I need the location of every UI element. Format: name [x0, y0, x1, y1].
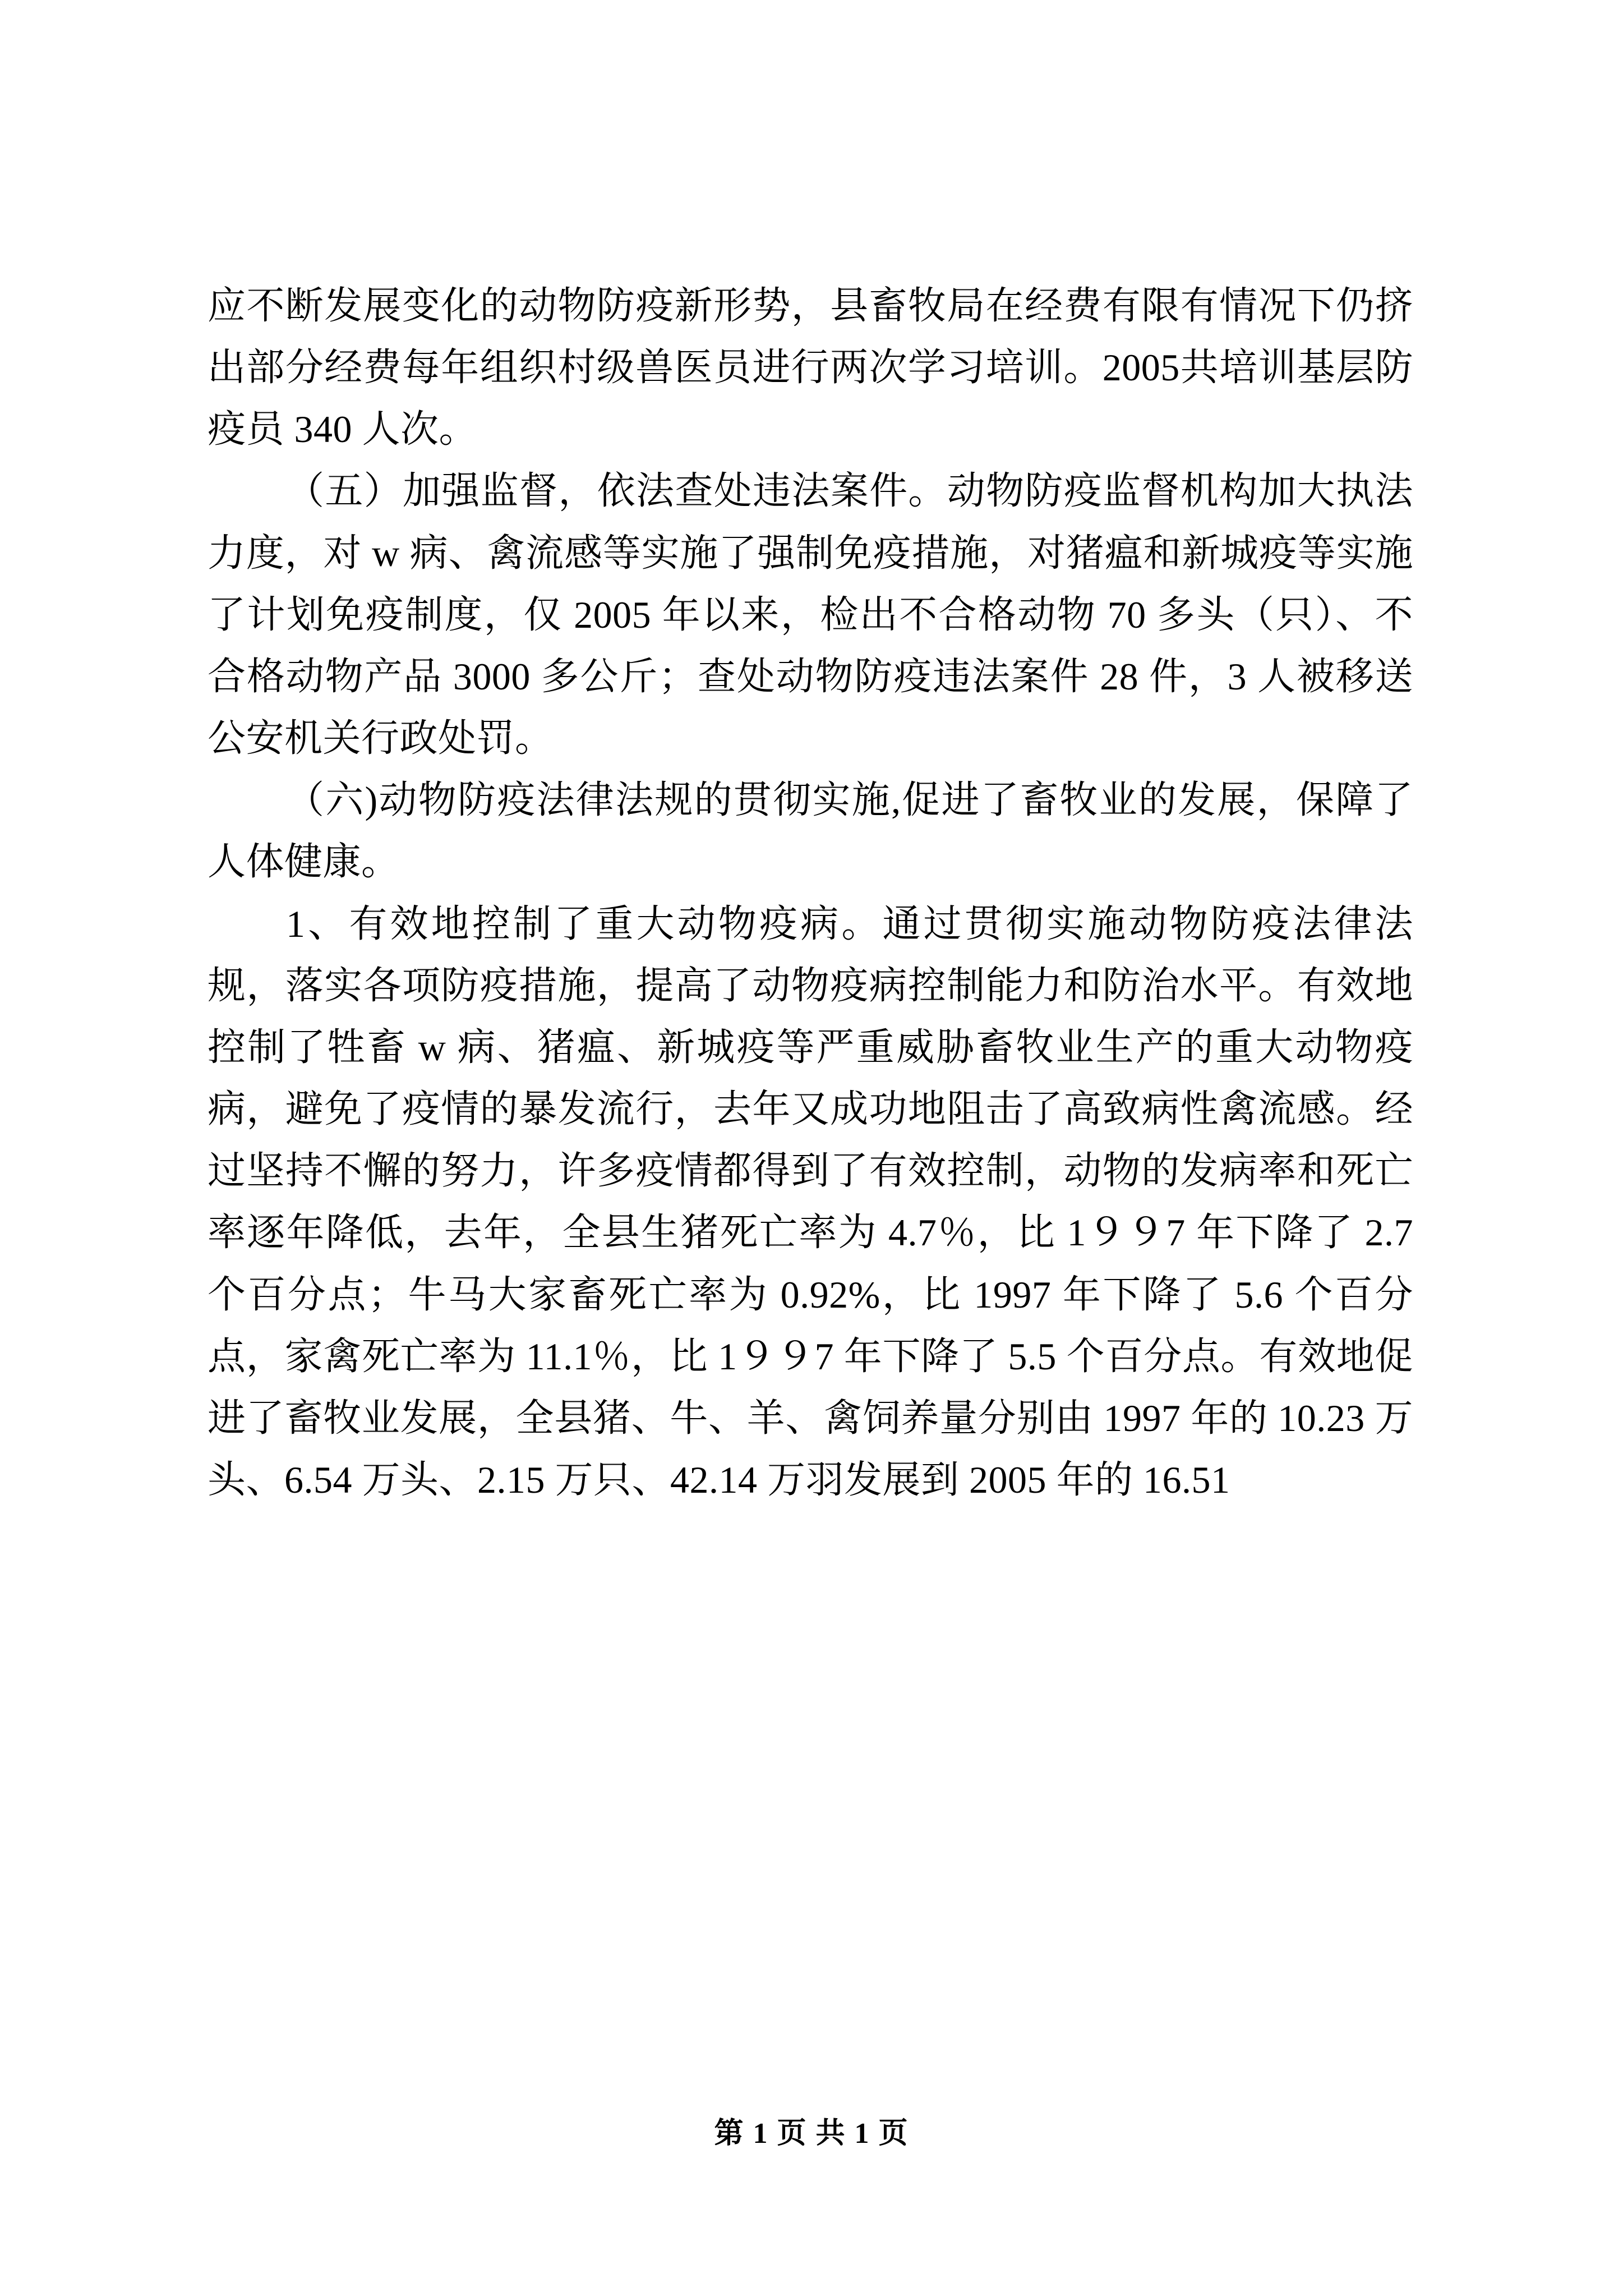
- paragraph-1: 应不断发展变化的动物防疫新形势，县畜牧局在经费有限有情况下仍挤出部分经费每年组织村级兽医员进行两次学习培训。2005共培训基层防疫员 340 人次。: [208, 284, 1413, 451]
- page-footer: 第 1 页 共 1 页: [714, 2118, 909, 2150]
- paragraph-4: 1、有效地控制了重大动物疫病。通过贯彻实施动物防疫法律法规，落实各项防疫措施，提高了动物疫病控制能力和防治水平。有效地控制了牲畜 w 病、猪瘟、新城疫等严重威胁畜牧业生产的重大动物疫病，避免了疫情的暴发流行，去年又成功地阻击了高致病性禽流感。经过坚持不懈的努力，许多疫情都得到了有效控制，动物的发病率和死亡率逐年降低，去年，全县生猪死亡率为 4.7％，比 1９９7 年下降了 2.7 个百分点；牛马大家畜死亡率为 0.92%，比 1997 年下降了 5.6 个百分点，家禽死亡率为 11.1％，比 1９９7 年下降了 5.5 个百分点。有效地促进了畜牧业发展，全县猪、牛、羊、禽饲养量分别由 1997 年的 10.23 万头、6.54 万头、2.15 万只、42.14 万羽发展到 2005 年的 16.51: [208, 902, 1423, 1501]
- paragraph-3: （六)动物防疫法律法规的贯彻实施,促进了畜牧业的发展，保障了人体健康。: [208, 779, 1413, 884]
- document-body: [208, 275, 1423, 1511]
- paragraph-2: （五）加强监督，依法查处违法案件。动物防疫监督机构加大执法力度，对 w 病、禽流感等实施了强制免疫措施，对猪瘟和新城疫等实施了计划免疫制度，仅 2005 年以来，检出不合格动物 70 多头（只）、不合格动物产品 3000 多公斤；查处动物防疫违法案件 28 件，3 人被移送公安机关行政处罚。: [208, 470, 1413, 760]
